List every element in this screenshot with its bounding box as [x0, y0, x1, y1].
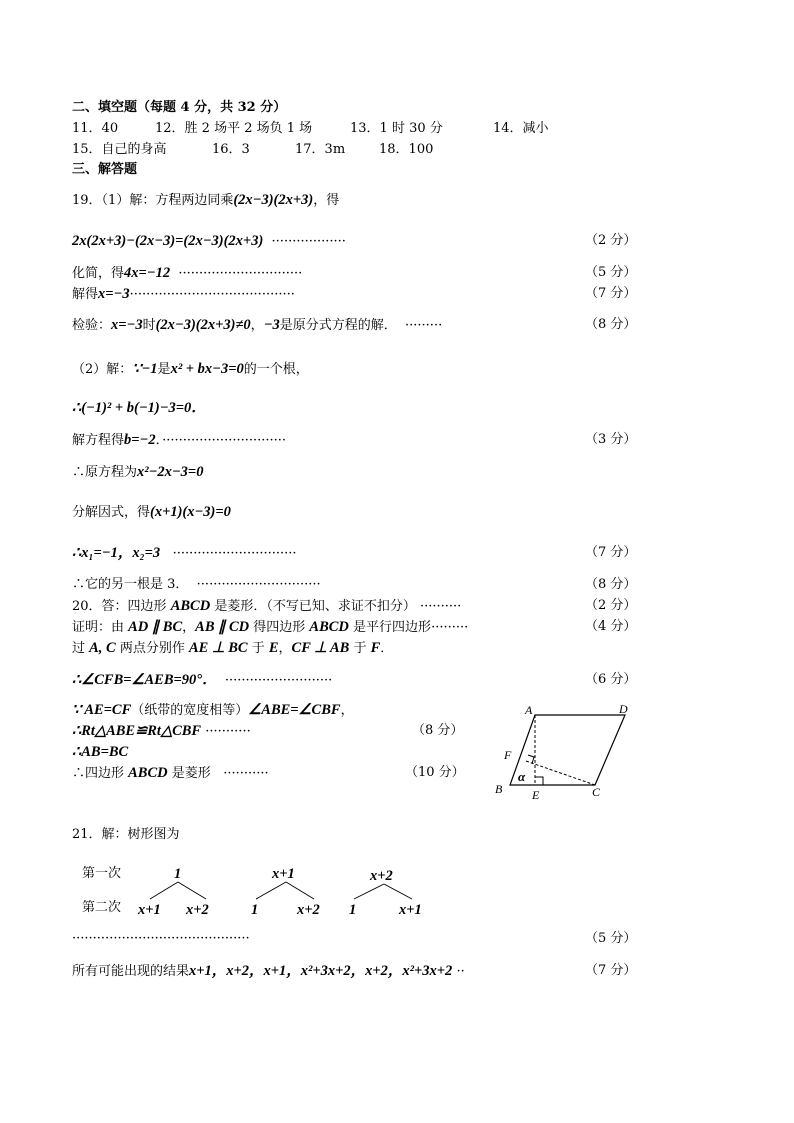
label-b: B [495, 782, 503, 796]
q20-since: ∵ AE=CF（纸带的宽度相等）∠ABE=∠CBF， [72, 702, 354, 718]
tree3-right-branch [384, 884, 412, 899]
tree2-right: x+2 [297, 902, 320, 918]
q19-p2-solve-score: （3 分） [585, 432, 637, 447]
segment-cf [526, 761, 595, 785]
parallelogram-abcd [510, 715, 625, 785]
tree2-right-branch [286, 882, 314, 899]
q20-proof-score: （4 分） [585, 619, 637, 634]
label-f: F [504, 748, 512, 762]
q20-proof: 证明：由 AD ∥ BC，AB ∥ CD 得四边形 ABCD 是平行四边形········· [72, 619, 469, 635]
right-angle-e [535, 777, 543, 785]
answer-15: 15．自己的身高 [72, 142, 167, 157]
answer-13: 13．1 时 30 分 [350, 121, 443, 136]
q20-rhombus-score: （10 分） [405, 765, 465, 780]
q20-through: 过 A, C 两点分别作 AE ⊥ BC 于 E，CF ⊥ AB 于 F． [72, 640, 394, 656]
tree1-root: 1 [174, 866, 182, 882]
q19-eq1-score: （2 分） [585, 233, 637, 248]
answer-14: 14．减小 [493, 121, 549, 136]
tree2-left: 1 [251, 902, 259, 918]
q21-row2-label: 第二次 [82, 900, 122, 915]
q19-p2-solve: 解方程得b=−2．······························ [72, 432, 287, 448]
tree2-root: x+1 [272, 866, 295, 882]
label-alpha: α [518, 769, 526, 784]
q20-rhombus: ∴四边形 ABCD 是菱形 ··········· [72, 765, 269, 781]
q19-solve: 解得x=−3········································ [72, 286, 295, 302]
q21-row1-label: 第一次 [82, 866, 122, 881]
tree1-right-branch [178, 882, 206, 899]
q21-tree-score: （5 分） [585, 931, 637, 946]
q19-p2-factor: 分解因式，得(x+1)(x−3)=0 [72, 504, 231, 520]
q19-p2-intro: （2）解：∵−1是x² + bx−3=0的一个根， [72, 361, 309, 377]
q19-p2-roots: ∴x₁=−1，x₂=3 ······························ [72, 545, 297, 561]
tree1-right: x+2 [186, 902, 209, 918]
answer-17: 17．3m [295, 142, 346, 157]
q19-solve-score: （7 分） [585, 286, 637, 301]
q21-intro: 21．解：树形图为 [72, 827, 180, 842]
label-a: A [525, 703, 533, 717]
q20-angle: ∴∠CFB=∠AEB=90°． ·························· [72, 672, 333, 688]
tree3-left-branch [354, 884, 384, 899]
section2-heading: 二、填空题（每题 4 分，共 32 分） [72, 100, 287, 115]
label-e: E [532, 788, 540, 802]
q19-p2-other-score: （8 分） [585, 577, 637, 592]
tree3-left: 1 [349, 902, 357, 918]
answer-12: 12．胜 2 场平 2 场负 1 场 [155, 121, 313, 136]
label-d: D [619, 702, 628, 716]
q19-simplify: 化简，得4x=−12 ······························ [72, 265, 303, 281]
q20-congruent-score: （8 分） [412, 723, 464, 738]
q19-eq1: 2x(2x+3)−(2x−3)=(2x−3)(2x+3) ·················· [72, 233, 346, 249]
q19-intro: 19．（1）解：方程两边同乘(2x−3)(2x+3)，得 [72, 192, 340, 208]
q21-tree-dots: ··········································· [72, 931, 250, 946]
answer-18: 18．100 [379, 142, 434, 157]
answer-16: 16．3 [212, 142, 250, 157]
q20-answer: 20．答：四边形 ABCD 是菱形．（不写已知、求证不扣分） ·········· [72, 598, 462, 614]
q19-check-score: （8 分） [585, 317, 637, 332]
tree3-right: x+1 [399, 902, 422, 918]
q20-congruent: ∴Rt△ABE≌Rt△CBF ··········· [72, 723, 251, 739]
q19-simplify-score: （5 分） [585, 265, 637, 280]
answer-11: 11．40 [72, 121, 119, 136]
tree1-left: x+1 [138, 902, 161, 918]
q19-check: 检验：x=−3时(2x−3)(2x+3)≠0，−3是原分式方程的解． ········· [72, 317, 443, 333]
q20-answer-score: （2 分） [585, 598, 637, 613]
section3-heading: 三、解答题 [72, 162, 138, 177]
tree1-left-branch [150, 882, 178, 899]
q19-p2-roots-score: （7 分） [585, 545, 637, 560]
q20-parallelogram-figure [490, 695, 640, 807]
q19-p2-sub: ∴(−1)² + b(−1)−3=0． [72, 400, 206, 416]
q19-p2-other: ∴它的另一根是 3． ······························ [72, 577, 321, 592]
q20-angle-score: （6 分） [585, 672, 637, 687]
q19-p2-orig: ∴原方程为x²−2x−3=0 [72, 464, 204, 480]
tree3-root: x+2 [370, 868, 393, 884]
q20-ab-bc: ∴AB=BC [72, 744, 129, 760]
tree2-left-branch [256, 882, 286, 899]
q21-results: 所有可能出现的结果x+1，x+2，x+1，x²+3x+2，x+2，x²+3x+2 ·· [72, 963, 465, 979]
q21-results-score: （7 分） [585, 963, 637, 978]
label-c: C [592, 785, 601, 799]
